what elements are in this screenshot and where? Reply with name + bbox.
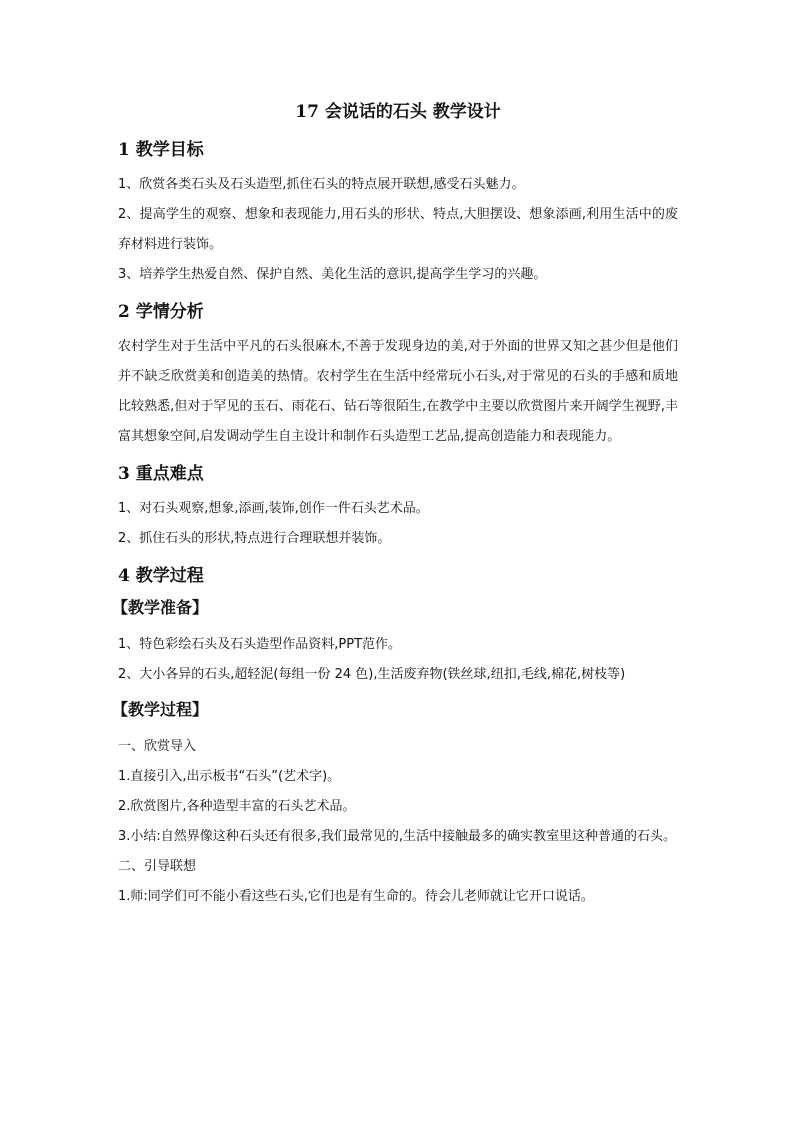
- paragraph: 农村学生对于生活中平凡的石头很麻木,不善于发现身边的美,对于外面的世界又知之甚少但是他们并不缺乏欣赏美和创造美的热情。农村学生在生活中经常玩小石头,对于常见的石头的手感和质地比较熟悉,但对于罕见的玉石、雨花石、钻石等很陌生,在教学中主要以欣赏图片来开阔学生视野,丰富其想象空间,启发调动学生自主设计和制作石头造型工艺品,提高创造能力和表现能力。: [118, 339, 678, 444]
- section-key-points: [118, 462, 678, 554]
- section-heading: 1 教学目标: [118, 140, 204, 160]
- paragraph: 2、提高学生的观察、想象和表现能力,用石头的形状、特点,大胆摆设、想象添画,利用生活中的废弃材料进行装饰。: [118, 207, 678, 252]
- section-heading: 4 教学过程: [118, 566, 204, 586]
- subsection-preparation: [112, 596, 678, 690]
- paragraph: 1、特色彩绘石头及石头造型作品资料,PPT范作。: [118, 637, 402, 652]
- section-objectives: [118, 138, 678, 290]
- subsection-heading: 【教学准备】: [112, 598, 209, 617]
- document-title: 17 会说话的石头 教学设计: [295, 102, 501, 122]
- section-learner-analysis: [118, 300, 678, 452]
- paragraph: 1.直接引入,出示板书“石头”(艺术字)。: [118, 769, 341, 784]
- paragraph: 1、对石头观察,想象,添画,装饰,创作一件石头艺术品。: [118, 501, 429, 516]
- paragraph: 3、培养学生热爱自然、保护自然、美化生活的意识,提高学生学习的兴趣。: [118, 267, 547, 282]
- paragraph: 一、欣赏导入: [118, 739, 197, 754]
- subsection-process: [112, 698, 678, 912]
- subsection-heading: 【教学过程】: [112, 700, 209, 719]
- section-teaching-process: [118, 564, 678, 588]
- document-page: [112, 100, 678, 912]
- paragraph: 二、引导联想: [118, 859, 197, 874]
- paragraph: 2.欣赏图片,各种造型丰富的石头艺术品。: [118, 799, 356, 814]
- section-heading: 3 重点难点: [118, 464, 204, 484]
- paragraph: 1、欣赏各类石头及石头造型,抓住石头的特点展开联想,感受石头魅力。: [118, 177, 525, 192]
- section-heading: 2 学情分析: [118, 302, 204, 322]
- paragraph: 1.师:同学们可不能小看这些石头,它们也是有生命的。待会儿老师就让它开口说话。: [118, 889, 594, 904]
- paragraph: 2、抓住石头的形状,特点进行合理联想并装饰。: [118, 531, 391, 546]
- paragraph: 3.小结:自然界像这种石头还有很多,我们最常见的,生活中接触最多的确实教室里这种普通的石头。: [118, 829, 677, 844]
- paragraph: 2、大小各异的石头,超轻泥(每组一份 24 色),生活废弃物(铁丝球,纽扣,毛线,棉花,树枝等): [118, 667, 626, 682]
